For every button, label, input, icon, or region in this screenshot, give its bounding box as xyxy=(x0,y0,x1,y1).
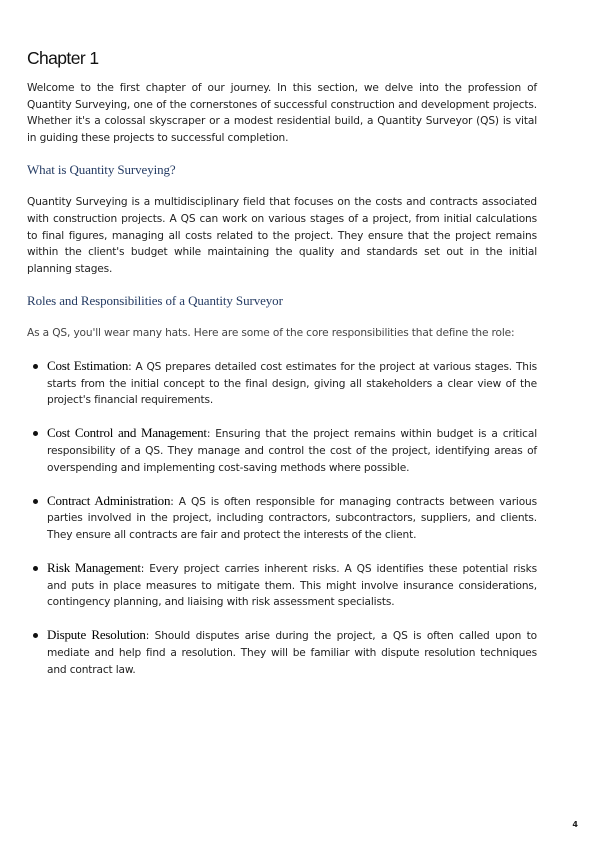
chapter-title: Chapter 1 xyxy=(27,48,99,68)
list-item-term: Cost Estimation xyxy=(47,357,129,373)
roles-intro-paragraph: As a QS, you'll wear many hats. Here are some of the core responsibilities that define the role: xyxy=(27,327,515,340)
section-heading-what-is-qs: What is Quantity Surveying? xyxy=(27,162,176,178)
list-item-cost-estimation xyxy=(27,358,537,409)
bullet-icon xyxy=(33,499,38,504)
list-item-text: : A QS prepares detailed cost estimates for the project at various stages. This starts from the initial concept to the final design, giving all stakeholders a clear view of the project's financial requirements. xyxy=(47,360,537,407)
intro-paragraph: Welcome to the first chapter of our journey. In this section, we delve into the profession of Quantity Surveying, one of the cornerstones of successful construction and development projects. Whether it's a colossal skyscraper or a modest residential build, a Quantity Surveyor (QS) is vital in guiding these projects to successful completion. xyxy=(27,82,537,144)
list-item-text: : A QS is often responsible for managing contracts between various parties involved in the project, including contractors, subcontractors, suppliers, and clients. They ensure all contracts are fair and protect the interests of the client. xyxy=(47,495,537,541)
page-number: 4 xyxy=(572,820,578,829)
list-item-term: Dispute Resolution xyxy=(47,627,146,643)
list-item-risk-management xyxy=(27,560,537,611)
what-is-qs-paragraph: Quantity Surveying is a multidisciplinary field that focuses on the costs and contracts associated with construction projects. A QS can work on various stages of a project, from initial calculations to final figures, managing all costs related to the project. They ensure that the project remains within the client's budget while maintaining the quality and standards set out in the initial planning stages. xyxy=(27,196,537,275)
list-item-cost-control xyxy=(27,425,537,476)
bullet-icon xyxy=(33,566,38,571)
list-item-term: Risk Management xyxy=(47,560,141,576)
bullet-icon xyxy=(33,364,38,369)
section-heading-roles: Roles and Responsibilities of a Quantity Surveyor xyxy=(27,293,283,309)
list-item-text: : Every project carries inherent risks. A QS identifies these potential risks and puts in place measures to mitigate them. This might involve insurance considerations, contingency planning, and liaising with risk assessment specialists. xyxy=(47,563,537,609)
responsibilities-list xyxy=(27,358,537,678)
document-page xyxy=(27,48,537,695)
list-item-term: Cost Control and Management xyxy=(47,425,207,441)
list-item-text: : Should disputes arise during the project, a QS is often called upon to mediate and help find a resolution. They will be familiar with dispute resolution techniques and contract law. xyxy=(47,630,537,676)
list-item-term: Contract Administration xyxy=(47,492,171,508)
list-item-dispute-resolution xyxy=(27,627,537,678)
bullet-icon xyxy=(33,431,38,436)
list-item-text: : Ensuring that the project remains within budget is a critical responsibility of a QS. They manage and control the cost of the project, identifying areas of overspending and implementing cost-saving methods where possible. xyxy=(47,428,537,474)
bullet-icon xyxy=(33,633,38,638)
list-item-contract-administration xyxy=(27,493,537,544)
